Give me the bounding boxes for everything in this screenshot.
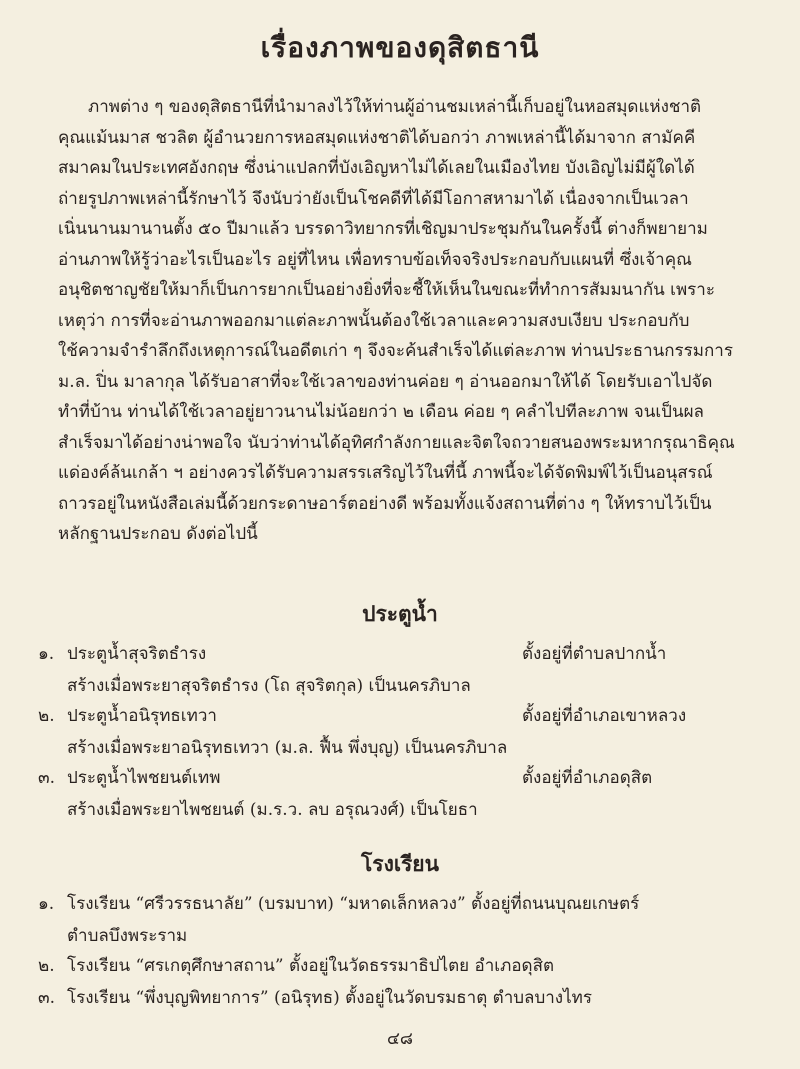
- paragraph-line: เหตุว่า การที่จะอ่านภาพออกมาแต่ละภาพนั้นต้องใช้เวลาและความสงบเงียบ ประกอบกับ: [58, 310, 690, 331]
- paragraph-line: ม.ล. ปิ่น มาลากุล ได้รับอาสาที่จะใช้เวลาของท่านค่อย ๆ อ่านออกมาให้ได้ โดยรับเอาไปจัด: [58, 371, 713, 392]
- gate-built-note: สร้างเมื่อพระยาสุจริตธำรง (โถ สุจริตกุล) เป็นนครภิบาล: [67, 676, 471, 696]
- page-title: เรื่องภาพของดุสิตธานี: [260, 31, 540, 64]
- gate-location: ตั้งอยู่ที่อำเภอดุสิต: [522, 768, 653, 788]
- paragraph-line: สมาคมในประเทศอังกฤษ ซึ่งน่าแปลกที่บังเอิญหาไม่ได้เลยในเมืองไทย บังเอิญไม่มีผู้ใดได้: [58, 158, 695, 178]
- paragraph-line: ภาพต่าง ๆ ของดุสิตธานีที่นำมาลงไว้ให้ท่านผู้อ่านชมเหล่านี้เก็บอยู่ในหอสมุดแห่งชาติ: [88, 97, 702, 117]
- school-entry: โรงเรียน “ศรเกตุศึกษาสถาน” ตั้งอยู่ในวัดธรรมาธิปไตย อำเภอดุสิต: [67, 956, 554, 976]
- list-item: [30, 640, 750, 702]
- school-entry-continued: ตำบลบึงพระราม: [67, 926, 188, 946]
- paragraph-line: ทำที่บ้าน ท่านได้ใช้เวลาอยู่ยาวนานไม่น้อยกว่า ๒ เดือน ค่อย ๆ คลำไปทีละภาพ จนเป็นผล: [58, 402, 704, 422]
- gates-list: [30, 640, 750, 826]
- paragraph-line: สำเร็จมาได้อย่างน่าพอใจ นับว่าท่านได้อุทิศกำลังกายและจิตใจถวายสนองพระมหากรุณาธิคุณ: [58, 432, 735, 453]
- gate-built-note: สร้างเมื่อพระยาไพชยนต์ (ม.ร.ว. ลบ อรุณวงศ์) เป็นโยธา: [67, 800, 478, 820]
- school-entry: โรงเรียน “ศรีวรรธนาลัย” (บรมบาท) “มหาดเล็กหลวง” ตั้งอยู่ที่ถนนบุณยเกษตร์: [67, 894, 640, 914]
- paragraph-line: แด่องค์ล้นเกล้า ฯ อย่างควรได้รับความสรรเสริญไว้ในที่นี้ ภาพนี้จะได้จัดพิมพ์ไว้เป็นอนุสรณ์: [58, 463, 713, 483]
- item-number: ๒.: [38, 956, 55, 976]
- gate-name: ประตูน้ำไพชยนต์เทพ: [67, 768, 221, 788]
- gate-built-note: สร้างเมื่อพระยาอนิรุทธเทวา (ม.ล. ฟื้น พึ่งบุญ) เป็นนครภิบาล: [67, 738, 508, 758]
- list-item: [30, 702, 750, 764]
- gate-location: ตั้งอยู่ที่ตำบลปากน้ำ: [522, 644, 667, 664]
- paragraph-line: อ่านภาพให้รู้ว่าอะไรเป็นอะไร อยู่ที่ไหน เพื่อทราบข้อเท็จจริงประกอบกับแผนที่ ซึ่งเจ้าคุณ: [58, 249, 692, 270]
- intro-paragraph: [58, 92, 758, 550]
- item-number: ๑.: [38, 644, 55, 664]
- school-entry: โรงเรียน “พึ่งบุญพิทยาการ” (อนิรุทธ) ตั้งอยู่ในวัดบรมธาตุ ตำบลบางไทร: [67, 988, 592, 1008]
- item-number: ๓.: [38, 768, 56, 788]
- item-number: ๒.: [38, 706, 55, 726]
- gate-name: ประตูน้ำสุจริตธำรง: [67, 644, 207, 664]
- paragraph-line: ถาวรอยู่ในหนังสือเล่มนี้ด้วยกระดาษอาร์ตอย่างดี พร้อมทั้งแจ้งสถานที่ต่าง ๆ ให้ทราบไว้เป็น: [58, 493, 712, 514]
- item-number: ๓.: [38, 988, 56, 1008]
- schools-list: [30, 890, 750, 1016]
- paragraph-line: ใช้ความจำรำลึกถึงเหตุการณ์ในอดีตเก่า ๆ จึงจะค้นสำเร็จได้แต่ละภาพ ท่านประธานกรรมการ: [58, 341, 733, 361]
- item-number: ๑.: [38, 894, 55, 914]
- paragraph-line: อนุชิตชาญชัยให้มาก็เป็นการยากเป็นอย่างยิ่งที่จะชี้ให้เห็นในขณะที่ทำการสัมมนากัน เพราะ: [58, 280, 715, 300]
- paragraph-line: ถ่ายรูปภาพเหล่านี้รักษาไว้ จึงนับว่ายังเป็นโชคดีที่ได้มีโอกาสหามาได้ เนื่องจากเป็นเวลา: [58, 188, 689, 209]
- list-item: [30, 984, 750, 1016]
- page-number: ๔๘: [387, 1029, 413, 1049]
- gate-location: ตั้งอยู่ที่อำเภอเขาหลวง: [522, 706, 687, 726]
- list-item: [30, 952, 750, 984]
- list-item: [30, 890, 750, 952]
- list-item: [30, 764, 750, 826]
- paragraph-line: คุณแม้นมาส ชวลิต ผู้อำนวยการหอสมุดแห่งชาติได้บอกว่า ภาพเหล่านี้ได้มาจาก สามัคคี: [58, 127, 696, 148]
- gate-name: ประตูน้ำอนิรุทธเทวา: [67, 706, 217, 726]
- schools-heading: โรงเรียน: [361, 851, 439, 876]
- paragraph-line: หลักฐานประกอบ ดังต่อไปนี้: [58, 524, 258, 544]
- gates-heading: ประตูน้ำ: [362, 601, 438, 626]
- paragraph-line: เนิ่นนานมานานตั้ง ๕๐ ปีมาแล้ว บรรดาวิทยากรที่เชิญมาประชุมกันในครั้งนี้ ต่างก็พยายาม: [58, 219, 708, 239]
